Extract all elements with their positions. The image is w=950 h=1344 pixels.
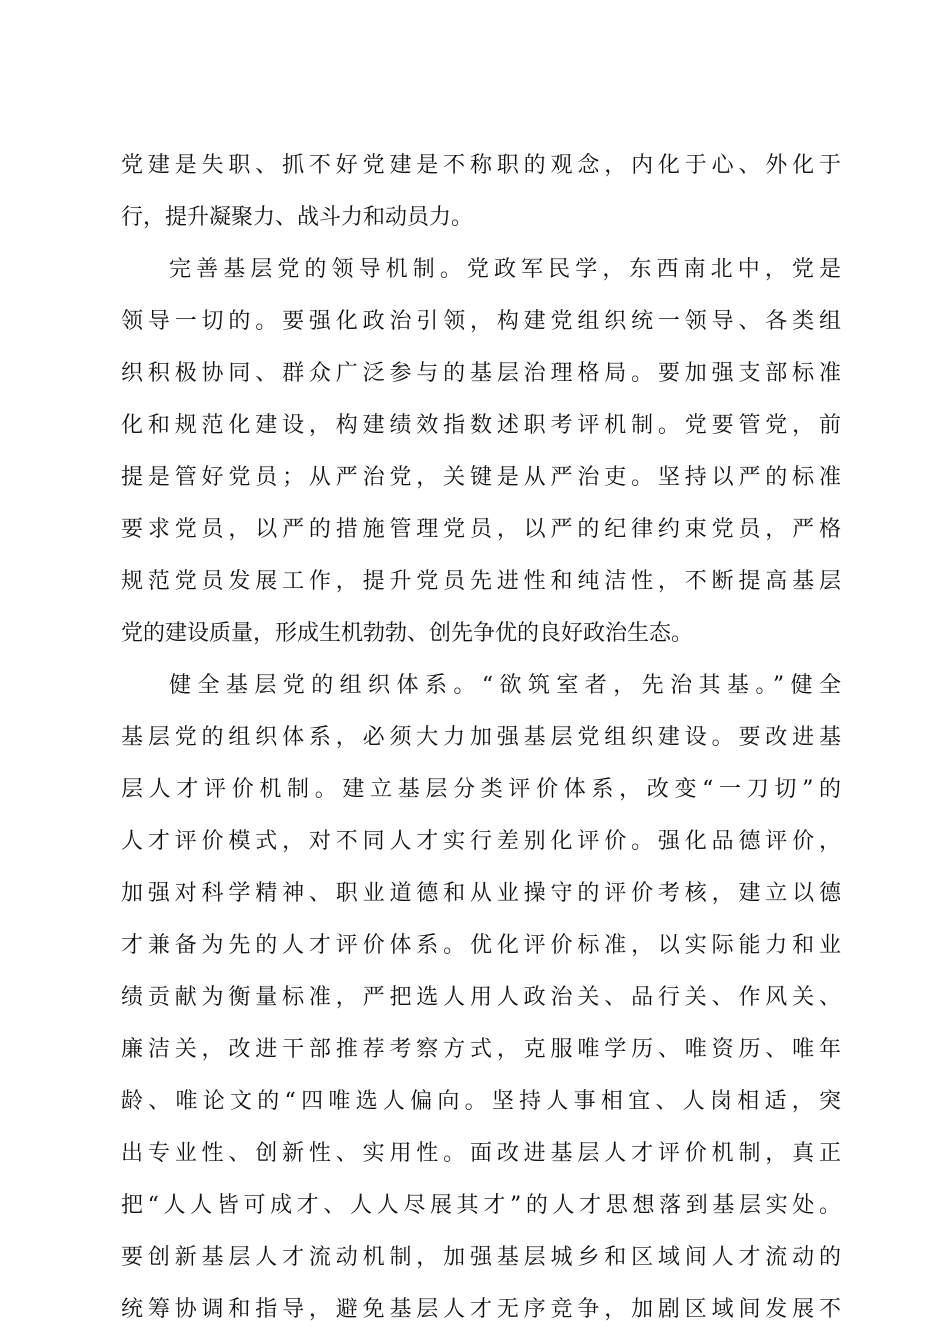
text-line: 龄、唯论文的“四唯选人偏向。坚持人事相宜、人岗相适，突: [121, 1089, 841, 1114]
text-line: 领导一切的。要强化政治引领，构建党组织统一领导、各类组: [121, 309, 841, 334]
text-line: 要求党员，以严的措施管理党员，以严的纪律约束党员，严格: [121, 517, 841, 542]
text-line: 要创新基层人才流动机制，加强基层城乡和区域间人才流动的: [121, 1245, 841, 1270]
text-line: 绩贡献为衡量标准，严把选人用人政治关、品行关、作风关、: [121, 985, 841, 1010]
text-line: 出专业性、创新性、实用性。面改进基层人才评价机制，真正: [121, 1141, 841, 1166]
paragraph-3: [121, 660, 841, 1336]
body-text: [121, 140, 841, 1336]
text-line: 提是管好党员；从严治党，关键是从严治吏。坚持以严的标准: [121, 465, 841, 490]
text-line: 党建是失职、抓不好党建是不称职的观念，内化于心、外化于: [121, 153, 841, 178]
text-line: 把“人人皆可成才、人人尽展其才”的人才思想落到基层实处。: [121, 1193, 841, 1218]
text-line: 完善基层党的领导机制。党政军民学，东西南北中，党是: [169, 257, 841, 282]
text-line: 廉洁关，改进干部推荐考察方式，克服唯学历、唯资历、唯年: [121, 1037, 841, 1062]
text-line: 化和规范化建设，构建绩效指数述职考评机制。党要管党，前: [121, 413, 841, 438]
text-line: 健全基层党的组织体系。“欲筑室者，先治其基。”健全: [169, 673, 841, 698]
text-line: 人才评价模式，对不同人才实行差别化评价。强化品德评价，: [121, 829, 841, 854]
text-line: 规范党员发展工作，提升党员先进性和纯洁性，不断提高基层: [121, 569, 841, 594]
text-line: 党的建设质量，形成生机勃勃、创先争优的良好政治生态。: [121, 621, 694, 646]
text-line: 加强对科学精神、职业道德和从业操守的评价考核，建立以德: [121, 881, 841, 906]
text-line: 织积极协同、群众广泛参与的基层治理格局。要加强支部标准: [121, 361, 841, 386]
paragraph-1: [121, 140, 841, 244]
paragraph-2: [121, 244, 841, 660]
text-line: 才兼备为先的人才评价体系。优化评价标准，以实际能力和业: [121, 933, 841, 958]
text-line: 行，提升凝聚力、战斗力和动员力。: [121, 205, 474, 230]
text-line: 统筹协调和指导，避免基层人才无序竞争，加剧区域间发展不: [121, 1297, 841, 1322]
text-line: 层人才评价机制。建立基层分类评价体系，改变“一刀切”的: [121, 777, 841, 802]
text-line: 基层党的组织体系，必须大力加强基层党组织建设。要改进基: [121, 725, 841, 750]
